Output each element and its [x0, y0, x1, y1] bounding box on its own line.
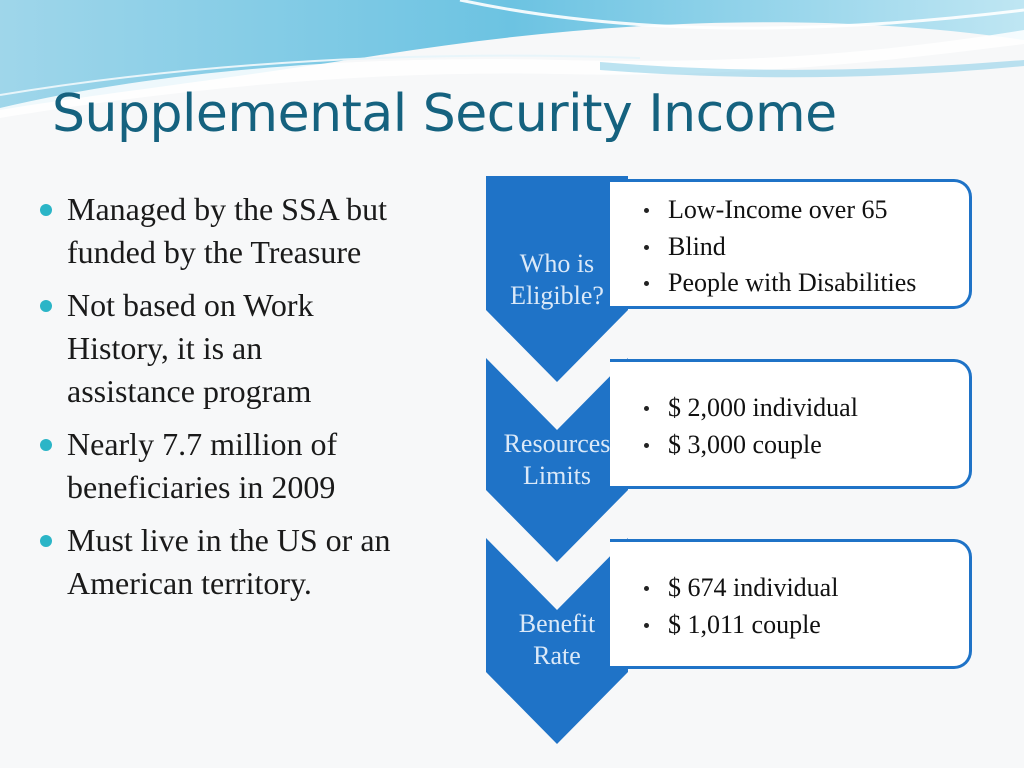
bullet-line: Must live in the US or an	[67, 522, 391, 558]
bullet-line: Nearly 7.7 million of	[67, 426, 338, 462]
step-detail-box-benefit	[610, 539, 972, 669]
slide-title: Supplemental Security Income	[52, 84, 837, 144]
step-label-line: Who is	[519, 249, 595, 278]
step-label-line: Eligible?	[510, 281, 604, 310]
step-detail-box-resources	[610, 359, 972, 489]
bullet-dot-icon	[644, 281, 649, 286]
step-label-line: Limits	[523, 461, 591, 490]
step-label-line: Rate	[533, 641, 581, 670]
bullet-line: Managed by the SSA but	[67, 191, 387, 227]
bullet-line: History, it is an	[67, 330, 263, 366]
detail-text: Blind	[668, 231, 726, 261]
detail-text: $ 3,000 couple	[668, 429, 822, 459]
step-label-line: Resources	[503, 429, 611, 458]
detail-text: People with Disabilities	[668, 268, 917, 297]
detail-item	[642, 390, 858, 427]
step-label-resources	[486, 428, 628, 492]
detail-item	[642, 607, 838, 644]
detail-text: $ 1,011 couple	[668, 609, 821, 639]
bullet-line: assistance program	[67, 373, 312, 409]
detail-text: $ 2,000 individual	[668, 393, 858, 422]
detail-text: $ 674 individual	[668, 573, 839, 602]
detail-item	[642, 427, 858, 464]
bullet-dot-icon	[644, 245, 649, 250]
bullet-line: beneficiaries in 2009	[67, 469, 336, 505]
detail-item	[642, 192, 916, 229]
bullet-dot-icon	[644, 208, 649, 213]
bullet-line: American territory.	[67, 565, 312, 601]
bullet-dot-icon	[644, 443, 649, 448]
step-label-eligibility	[486, 248, 628, 312]
detail-item	[642, 229, 916, 266]
bullet-line: funded by the Treasure	[67, 234, 362, 270]
bullet-dot-icon	[644, 406, 649, 411]
step-detail-box-eligibility	[610, 179, 972, 309]
bullet-dot-icon	[644, 623, 649, 628]
step-label-line: Benefit	[518, 609, 596, 638]
detail-item	[642, 570, 838, 607]
detail-text: Low-Income over 65	[668, 195, 888, 224]
detail-item	[642, 265, 916, 302]
bullet-dot-icon	[644, 586, 649, 591]
bullet-line: Not based on Work	[67, 287, 314, 323]
step-label-benefit	[486, 608, 628, 672]
